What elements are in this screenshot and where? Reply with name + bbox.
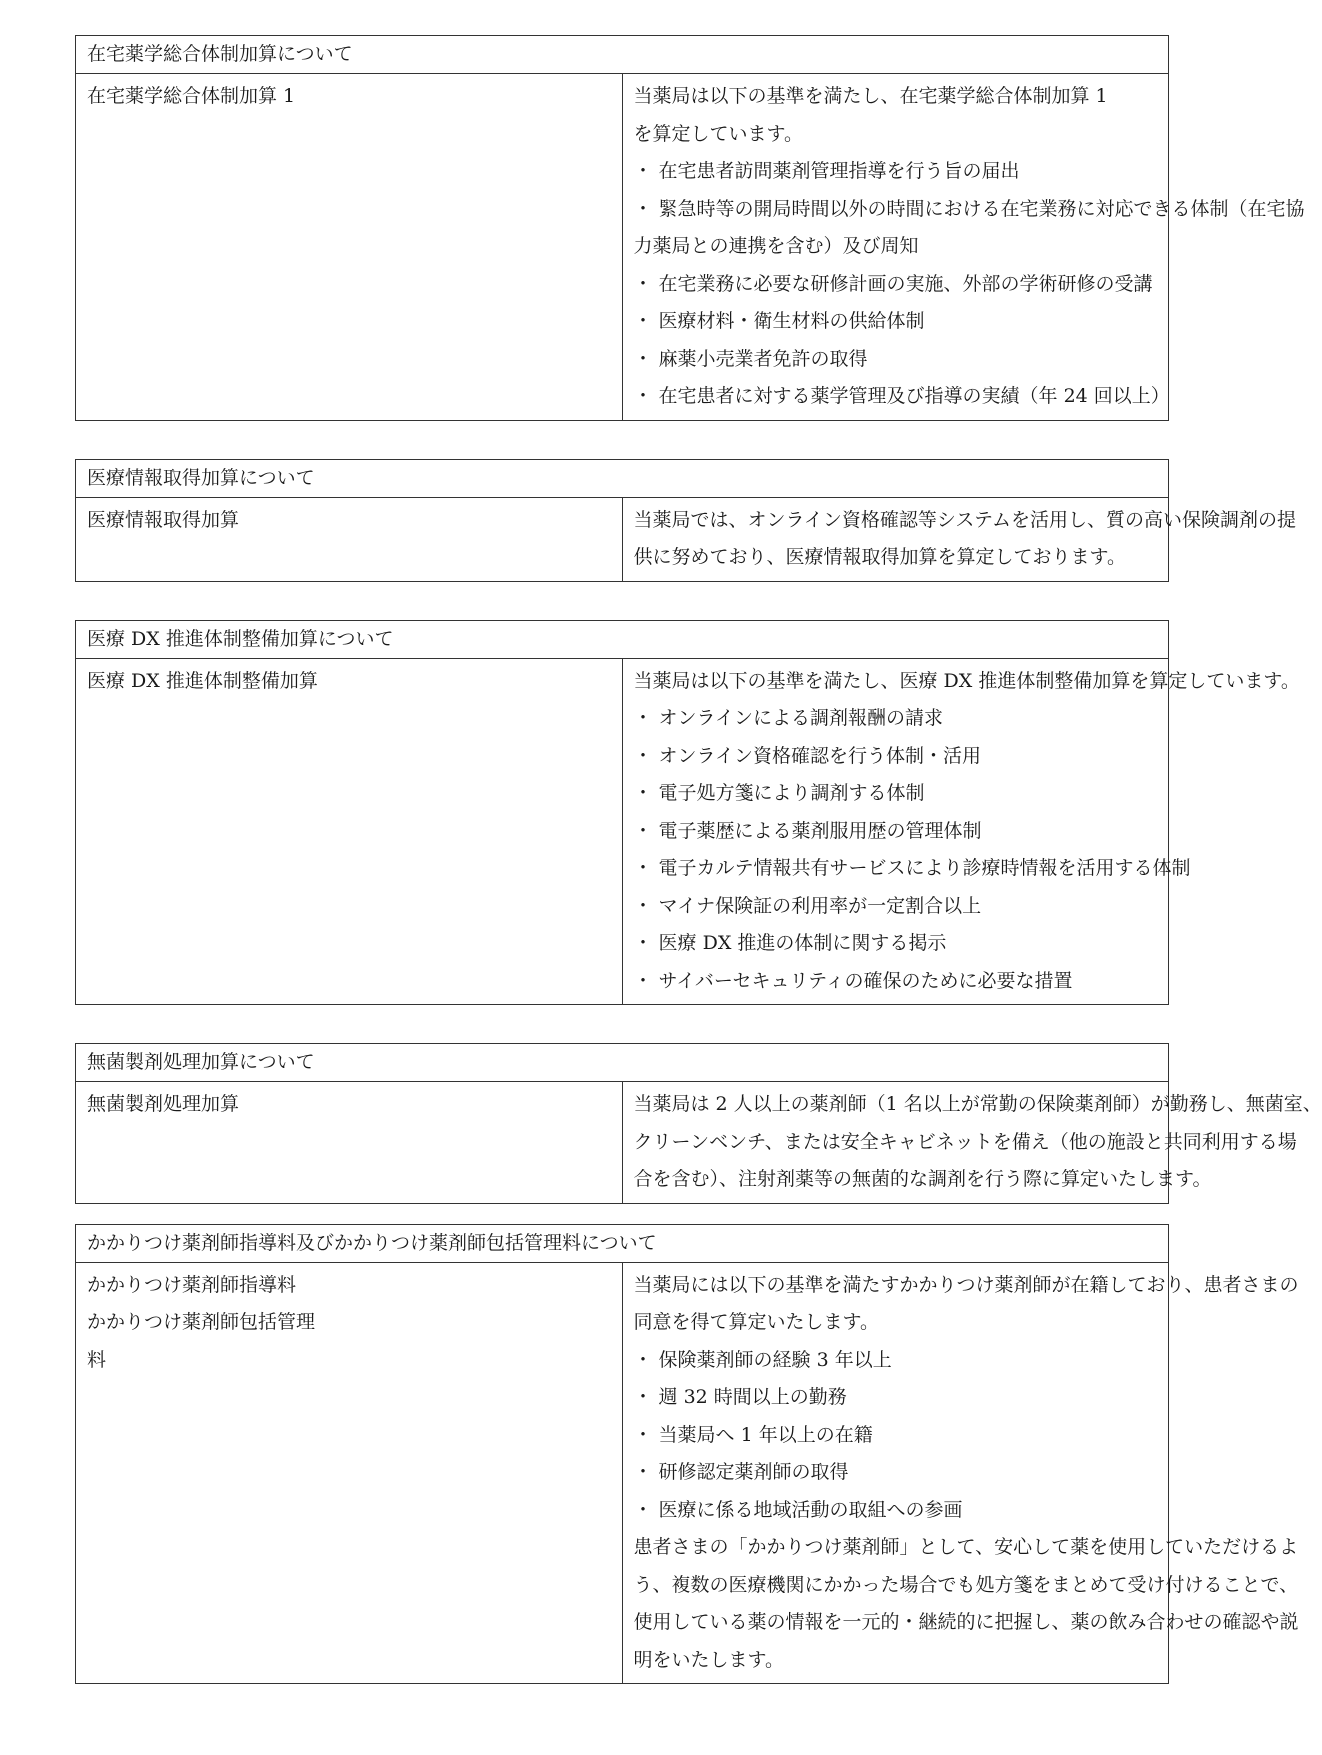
section-title: かかりつけ薬剤師指導料及びかかりつけ薬剤師包括管理料について	[76, 1224, 1169, 1262]
item-name: 在宅薬学総合体制加算 1	[87, 85, 296, 107]
bullet-line: ・ 電子カルテ情報共有サービスにより診療時情報を活用する体制	[633, 857, 1191, 879]
spacer	[75, 1005, 1169, 1043]
bullet-line: ・ オンラインによる調剤報酬の請求	[633, 707, 943, 729]
bullet-line: ・ 当薬局へ 1 年以上の在籍	[633, 1423, 873, 1446]
section-title: 医療 DX 推進体制整備加算について	[76, 620, 1169, 658]
section-title: 在宅薬学総合体制加算について	[76, 36, 1169, 74]
item-description-cell	[622, 1262, 1299, 1684]
item-name-cell	[76, 1262, 623, 1684]
item-name-cell	[76, 497, 623, 581]
item-description-cell	[622, 74, 1305, 421]
bullet-line: ・ 電子薬歴による薬剤服用歴の管理体制	[633, 819, 982, 842]
item-name-cell	[76, 74, 623, 421]
description-line: 当薬局は 2 人以上の薬剤師（1 名以上が常勤の保険薬剤師）が勤務し、無菌室、	[633, 1093, 1322, 1115]
bullet-line: ・ マイナ保険証の利用率が一定割合以上	[633, 894, 982, 917]
description-line: 患者さまの「かかりつけ薬剤師」として、安心して薬を使用していただけるよ	[633, 1536, 1299, 1558]
section-title: 医療情報取得加算について	[76, 459, 1169, 497]
description-line: 力薬局との連携を含む）及び周知	[633, 235, 919, 257]
description-line: 当薬局は以下の基準を満たし、在宅薬学総合体制加算 1	[633, 85, 1108, 107]
bullet-line: ・ 在宅業務に必要な研修計画の実施、外部の学術研修の受講	[633, 272, 1153, 295]
description-line: 使用している薬の情報を一元的・継続的に把握し、薬の飲み合わせの確認や説	[633, 1611, 1299, 1633]
description-line: 当薬局では、オンライン資格確認等システムを活用し、質の高い保険調剤の提	[633, 508, 1297, 531]
item-name: 医療 DX 推進体制整備加算	[87, 669, 318, 692]
description-line: 当薬局には以下の基準を満たすかかりつけ薬剤師が在籍しており、患者さまの	[633, 1273, 1299, 1296]
item-description-cell	[622, 658, 1300, 1005]
bullet-line: ・ オンライン資格確認を行う体制・活用	[633, 744, 981, 767]
item-name-cell	[76, 658, 623, 1005]
section-table	[75, 35, 1305, 421]
section-title: 無菌製剤処理加算について	[76, 1044, 1169, 1082]
section-table	[75, 1224, 1299, 1685]
bullet-line: ・ 研修認定薬剤師の取得	[633, 1461, 849, 1483]
item-description-cell	[622, 1082, 1322, 1204]
bullet-line: ・ 電子処方箋により調剤する体制	[633, 782, 925, 804]
item-name: かかりつけ薬剤師指導料	[87, 1273, 297, 1296]
description-line: 供に努めており、医療情報取得加算を算定しております。	[633, 546, 1126, 568]
spacer	[75, 1204, 1169, 1224]
bullet-line: ・ 医療に係る地域活動の取組への参画	[633, 1498, 963, 1521]
spacer	[75, 421, 1169, 459]
description-line: う、複数の医療機関にかかった場合でも処方箋をまとめて受け付けることで、	[633, 1573, 1299, 1596]
section-table	[75, 620, 1300, 1006]
bullet-line: ・ 緊急時等の開局時間以外の時間における在宅業務に対応できる体制（在宅協	[633, 197, 1305, 220]
document-page	[75, 35, 1322, 1684]
spacer	[75, 582, 1169, 620]
section-table	[75, 459, 1297, 582]
section-table	[75, 1043, 1322, 1204]
bullet-line: ・ 週 32 時間以上の勤務	[633, 1386, 847, 1408]
bullet-line: ・ 医療材料・衛生材料の供給体制	[633, 310, 925, 332]
item-name: 医療情報取得加算	[87, 508, 240, 531]
bullet-line: ・ 麻薬小売業者免許の取得	[633, 347, 868, 370]
item-description-cell	[622, 497, 1297, 581]
item-name: 無菌製剤処理加算	[87, 1093, 240, 1115]
item-name: 料	[87, 1348, 107, 1371]
description-line: クリーンベンチ、または安全キャビネットを備え（他の施設と共同利用する場	[633, 1130, 1297, 1153]
item-name-cell	[76, 1082, 623, 1204]
bullet-line: ・ 在宅患者訪問薬剤管理指導を行う旨の届出	[633, 160, 1020, 182]
description-line: 当薬局は以下の基準を満たし、医療 DX 推進体制整備加算を算定しています。	[633, 669, 1300, 692]
description-line: を算定しています。	[633, 122, 803, 145]
bullet-line: ・ 医療 DX 推進の体制に関する掲示	[633, 932, 947, 954]
description-line: 明をいたします。	[633, 1648, 784, 1671]
description-line: 合を含む）、注射剤薬等の無菌的な調剤を行う際に算定いたします。	[633, 1168, 1212, 1190]
bullet-line: ・ サイバーセキュリティの確保のために必要な措置	[633, 969, 1073, 992]
description-line: 同意を得て算定いたします。	[633, 1311, 879, 1333]
bullet-line: ・ 在宅患者に対する薬学管理及び指導の実績（年 24 回以上）	[633, 385, 1170, 407]
bullet-line: ・ 保険薬剤師の経験 3 年以上	[633, 1348, 892, 1371]
item-name: かかりつけ薬剤師包括管理	[87, 1311, 316, 1333]
